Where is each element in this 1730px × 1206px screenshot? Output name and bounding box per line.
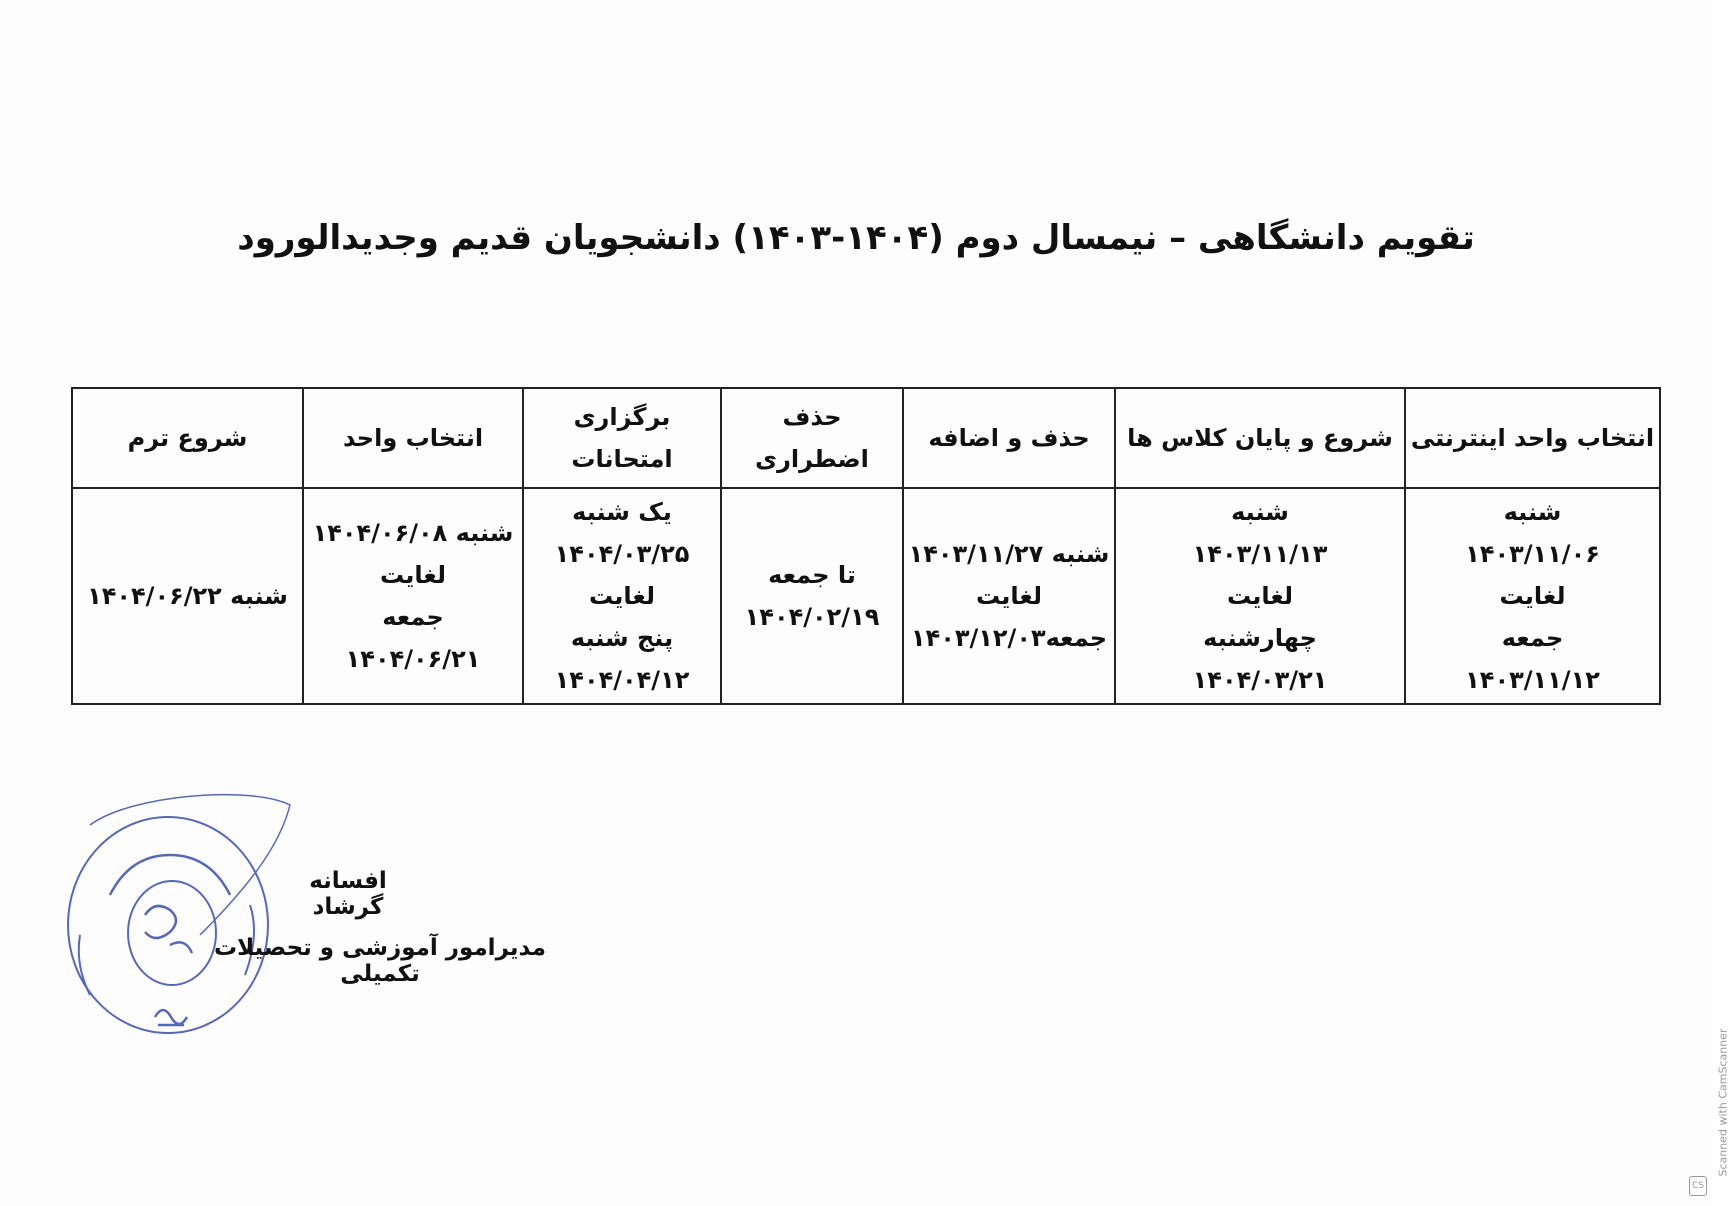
cell-line: ۱۴۰۳/۱۱/۱۲: [1465, 666, 1600, 694]
cell-line: شنبه: [1503, 498, 1562, 526]
cell-line: پنج شنبه: [570, 624, 674, 652]
header-line: حذف و اضافه: [928, 424, 1090, 452]
header-exams: [523, 388, 721, 488]
cell-line: شنبه ۱۴۰۴/۰۶/۰۸: [312, 519, 514, 547]
header-line: شروع و پایان کلاس ها: [1127, 424, 1393, 452]
stamp-edge-scribble: [90, 795, 290, 935]
stamp-ring-script: [110, 855, 230, 895]
header-line: شروع ترم: [127, 424, 248, 452]
cell-line: ۱۴۰۳/۱۱/۱۳: [1192, 540, 1328, 568]
cell-term-start: [72, 488, 303, 704]
cell-line: یک شنبه: [572, 498, 672, 526]
signatory-name: افسانه گرشاد: [309, 868, 387, 920]
cell-online-registration: [1405, 488, 1660, 704]
cell-line: لغایت: [589, 582, 655, 610]
table-row: [72, 488, 1660, 704]
document-title: تقویم دانشگاهی – نیمسال دوم (۱۴۰۴-۱۴۰۳) دانشجویان قدیم وجدیدالورود: [237, 218, 1475, 258]
header-course-registration: [303, 388, 523, 488]
header-add-drop: [903, 388, 1115, 488]
cell-line: جمعه: [1501, 624, 1564, 652]
scanner-watermark: Scanned with CamScanner: [1716, 1028, 1730, 1177]
header-line: انتخاب واحد اینترنتی: [1410, 424, 1655, 452]
cell-classes-start-end: [1115, 488, 1405, 704]
cell-emergency-drop: [721, 488, 903, 704]
cell-line: لغایت: [380, 561, 446, 589]
cell-line: شنبه: [1231, 498, 1289, 526]
stamp-outer-ring: [68, 817, 268, 1033]
cell-line: لغایت: [1499, 582, 1566, 610]
signatory-role: مدیرامور آموزشی و تحصیلات تکمیلی: [213, 935, 547, 987]
cell-exams: [523, 488, 721, 704]
cell-line: ۱۴۰۴/۰۳/۲۵: [554, 540, 690, 568]
cell-line: ۱۴۰۴/۰۲/۱۹: [744, 603, 880, 631]
stamp-center-script: [145, 906, 192, 953]
academic-calendar-table: [71, 387, 1661, 705]
cell-line: ۱۴۰۳/۱۱/۰۶: [1465, 540, 1600, 568]
header-line: انتخاب واحد: [342, 424, 484, 452]
cell-course-registration: [303, 488, 523, 704]
cell-line: لغایت: [976, 582, 1042, 610]
header-line: اضطراری: [755, 445, 869, 473]
header-emergency-drop: [721, 388, 903, 488]
cell-line: جمعه: [382, 603, 444, 631]
cell-add-drop: [903, 488, 1115, 704]
official-stamp: [50, 785, 290, 1045]
cell-line: چهارشنبه: [1203, 624, 1317, 652]
cell-line: تا جمعه: [768, 561, 856, 589]
header-line: امتحانات: [571, 445, 673, 473]
cell-line: شنبه ۱۴۰۴/۰۶/۲۲: [87, 582, 288, 610]
scanner-logo-icon: CS: [1689, 1176, 1707, 1196]
stamp-bottom-emblem: [155, 1010, 187, 1025]
cell-line: ۱۴۰۴/۰۳/۲۱: [1192, 666, 1328, 694]
header-online-registration: [1405, 388, 1660, 488]
cell-line: ۱۴۰۴/۰۴/۱۲: [554, 666, 690, 694]
cell-line: لغایت: [1227, 582, 1293, 610]
cell-line: ۱۴۰۴/۰۶/۲۱: [345, 645, 481, 673]
header-line: حذف: [782, 403, 842, 431]
cell-line: جمعه۱۴۰۳/۱۲/۰۳: [910, 624, 1108, 652]
header-term-start: [72, 388, 303, 488]
cell-line: شنبه ۱۴۰۳/۱۱/۲۷: [908, 540, 1110, 568]
header-line: برگزاری: [573, 403, 671, 431]
table-header-row: [72, 388, 1660, 488]
header-classes-start-end: [1115, 388, 1405, 488]
